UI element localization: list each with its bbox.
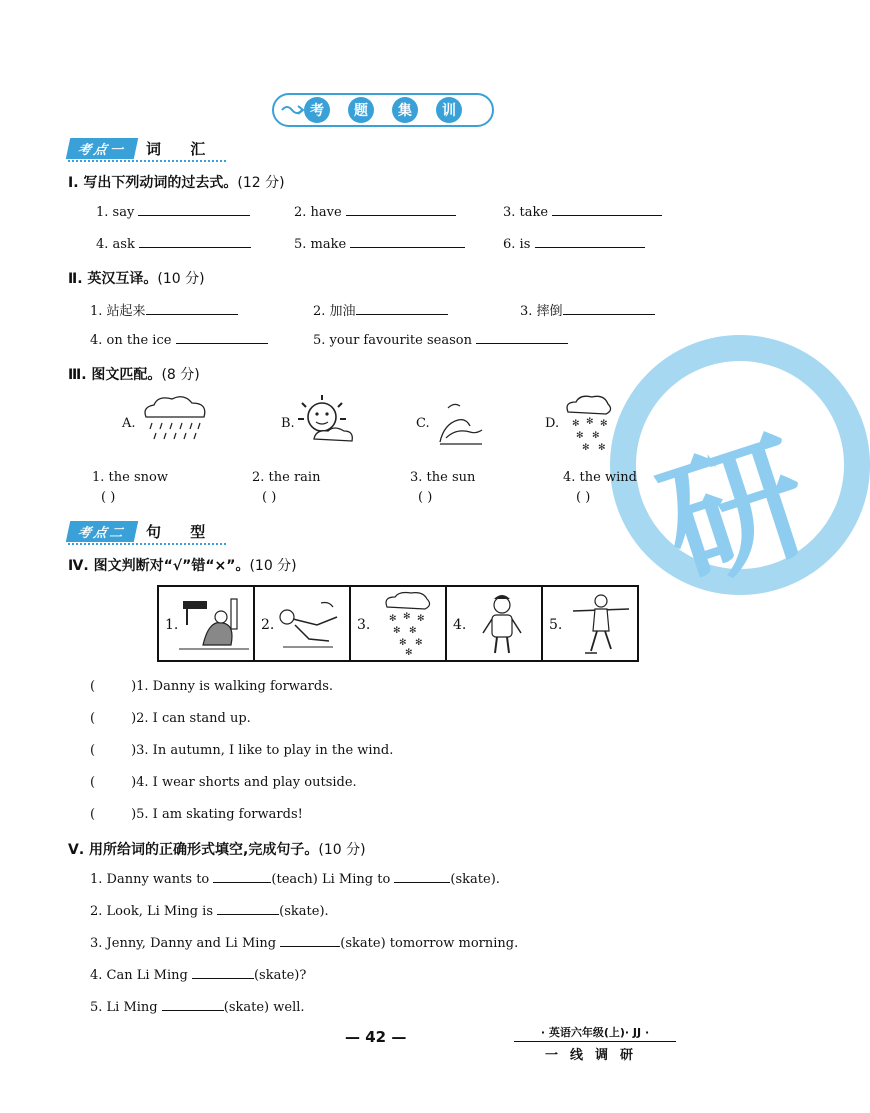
- judgement-row: ( )3. In autumn, I like to play in the wind.: [90, 743, 394, 758]
- answer-blank[interactable]: [350, 236, 465, 248]
- watermark-char: 研: [643, 413, 828, 613]
- svg-text:✻: ✻: [572, 419, 580, 429]
- q1-item: 3. take: [503, 204, 662, 220]
- q1-item: 2. have: [294, 204, 456, 220]
- svg-text:✻: ✻: [399, 638, 407, 648]
- fill-sentence: 5. Li Ming (skate) well.: [90, 1000, 305, 1015]
- q3-item: 3. the sun: [410, 470, 476, 485]
- picture-number: 2.: [261, 617, 275, 633]
- q1-item: 6. is: [503, 236, 645, 252]
- svg-text:✻: ✻: [415, 638, 423, 648]
- q3-item: 4. the wind: [563, 470, 637, 485]
- picture-cell: [351, 587, 447, 660]
- answer-blank[interactable]: [356, 303, 448, 315]
- answer-blank[interactable]: [213, 871, 271, 883]
- skater-icon: [567, 591, 633, 659]
- banner-char: 题: [348, 97, 374, 123]
- svg-text:✻: ✻: [403, 612, 411, 622]
- watermark-seal: [610, 335, 870, 613]
- wind-icon: [436, 398, 486, 448]
- svg-text:✻: ✻: [586, 417, 594, 427]
- svg-text:✻: ✻: [576, 431, 584, 441]
- fill-sentence: 2. Look, Li Ming is (skate).: [90, 904, 329, 919]
- answer-blank[interactable]: [535, 236, 645, 248]
- banner-char: 考: [304, 97, 330, 123]
- section-tag-1: [68, 137, 217, 159]
- section-tag-2: [68, 520, 217, 542]
- judgement-row: ( )2. I can stand up.: [90, 711, 251, 726]
- q4-heading: Ⅳ. 图文判断对“√”错“×”。(10 分): [68, 558, 297, 574]
- svg-text:✻: ✻: [598, 443, 606, 453]
- pic-label: A.: [122, 416, 136, 431]
- svg-text:✻: ✻: [405, 648, 413, 658]
- answer-blank[interactable]: [280, 935, 340, 947]
- answer-paren[interactable]: (: [90, 743, 96, 758]
- answer-blank[interactable]: [146, 303, 238, 315]
- title-banner: [272, 93, 494, 127]
- picture-cell: [543, 587, 637, 660]
- pic-label: C.: [416, 416, 430, 431]
- picture-number: 4.: [453, 617, 467, 633]
- q2-item: 4. on the ice: [90, 332, 268, 348]
- q2-item: 2. 加油: [313, 300, 448, 319]
- q1-heading: Ⅰ. 写出下列动词的过去式。(12 分): [68, 175, 285, 191]
- picture-table: [157, 585, 639, 662]
- answer-paren[interactable]: (: [90, 711, 96, 726]
- pic-label: D.: [545, 416, 560, 431]
- q2-item: 3. 摔倒: [520, 300, 655, 319]
- answer-paren[interactable]: (: [90, 679, 96, 694]
- answer-blank[interactable]: [394, 871, 450, 883]
- judgement-row: ( )5. I am skating forwards!: [90, 807, 303, 822]
- answer-paren[interactable]: ( ): [576, 490, 591, 505]
- section-underline: [68, 160, 226, 162]
- series-name: 一线调研: [544, 1048, 645, 1063]
- q3-heading: Ⅲ. 图文匹配。(8 分): [68, 367, 200, 383]
- picture-cell: [255, 587, 351, 660]
- answer-blank[interactable]: [563, 303, 655, 315]
- q2-item: 1. 站起来: [90, 300, 238, 319]
- fill-sentence: 3. Jenny, Danny and Li Ming (skate) tomorrow morning.: [90, 936, 519, 951]
- section-tag-label: 考点一: [66, 138, 138, 159]
- section-title: 句 型: [146, 522, 218, 541]
- picture-number: 5.: [549, 617, 563, 633]
- q2-item: 5. your favourite season: [313, 332, 568, 348]
- picture-number: 1.: [165, 617, 179, 633]
- svg-text:✻: ✻: [582, 443, 590, 453]
- picture-number: 3.: [357, 617, 371, 633]
- q3-item: 2. the rain: [252, 470, 321, 485]
- answer-blank[interactable]: [162, 999, 224, 1011]
- fill-sentence: 4. Can Li Ming (skate)?: [90, 968, 307, 983]
- svg-text:✻: ✻: [393, 626, 401, 636]
- winter-kid-icon: [477, 591, 527, 659]
- judgement-row: ( )4. I wear shorts and play outside.: [90, 775, 357, 790]
- q1-item: 1. say: [96, 204, 250, 220]
- answer-paren[interactable]: (: [90, 807, 96, 822]
- answer-blank[interactable]: [476, 332, 568, 344]
- answer-blank[interactable]: [139, 236, 251, 248]
- answer-paren[interactable]: ( ): [418, 490, 433, 505]
- answer-blank[interactable]: [552, 204, 662, 216]
- snow-cloud-icon: [562, 394, 614, 454]
- picture-cell: [447, 587, 543, 660]
- answer-blank[interactable]: [176, 332, 268, 344]
- sun-icon: [294, 393, 356, 451]
- fallen-skater-icon: [179, 595, 249, 653]
- banner-char: 集: [392, 97, 418, 123]
- svg-text:✻: ✻: [600, 419, 608, 429]
- judgement-row: ( )1. Danny is walking forwards.: [90, 679, 334, 694]
- book-title: · 英语六年级(上)· JJ ·: [514, 1024, 676, 1042]
- answer-blank[interactable]: [192, 967, 254, 979]
- svg-text:✻: ✻: [417, 614, 425, 624]
- q3-item: 1. the snow: [92, 470, 168, 485]
- picture-cell: [159, 587, 255, 660]
- svg-text:✻: ✻: [592, 431, 600, 441]
- answer-blank[interactable]: [217, 903, 279, 915]
- snow-cloud-icon: [381, 591, 437, 657]
- fill-sentence: 1. Danny wants to (teach) Li Ming to (skate).: [90, 872, 500, 887]
- answer-paren[interactable]: ( ): [262, 490, 277, 505]
- section-title: 词 汇: [146, 139, 218, 158]
- footer-book-info: [514, 1024, 676, 1063]
- answer-blank[interactable]: [346, 204, 456, 216]
- arrow-icon: [282, 104, 304, 116]
- q2-heading: Ⅱ. 英汉互译。(10 分): [68, 271, 205, 287]
- answer-paren[interactable]: (: [90, 775, 96, 790]
- q1-item: 5. make: [294, 236, 465, 252]
- rain-cloud-icon: [138, 395, 212, 447]
- answer-blank[interactable]: [138, 204, 250, 216]
- q1-item: 4. ask: [96, 236, 251, 252]
- pic-label: B.: [281, 416, 295, 431]
- section-tag-label: 考点二: [66, 521, 138, 542]
- q5-heading: Ⅴ. 用所给词的正确形式填空,完成句子。(10 分): [68, 842, 366, 858]
- svg-text:✻: ✻: [389, 614, 397, 624]
- page-number: — 42 —: [345, 1028, 407, 1046]
- banner-char: 训: [436, 97, 462, 123]
- svg-text:✻: ✻: [409, 626, 417, 636]
- section-underline: [68, 543, 226, 545]
- answer-paren[interactable]: ( ): [101, 490, 116, 505]
- sliding-boy-icon: [273, 595, 345, 653]
